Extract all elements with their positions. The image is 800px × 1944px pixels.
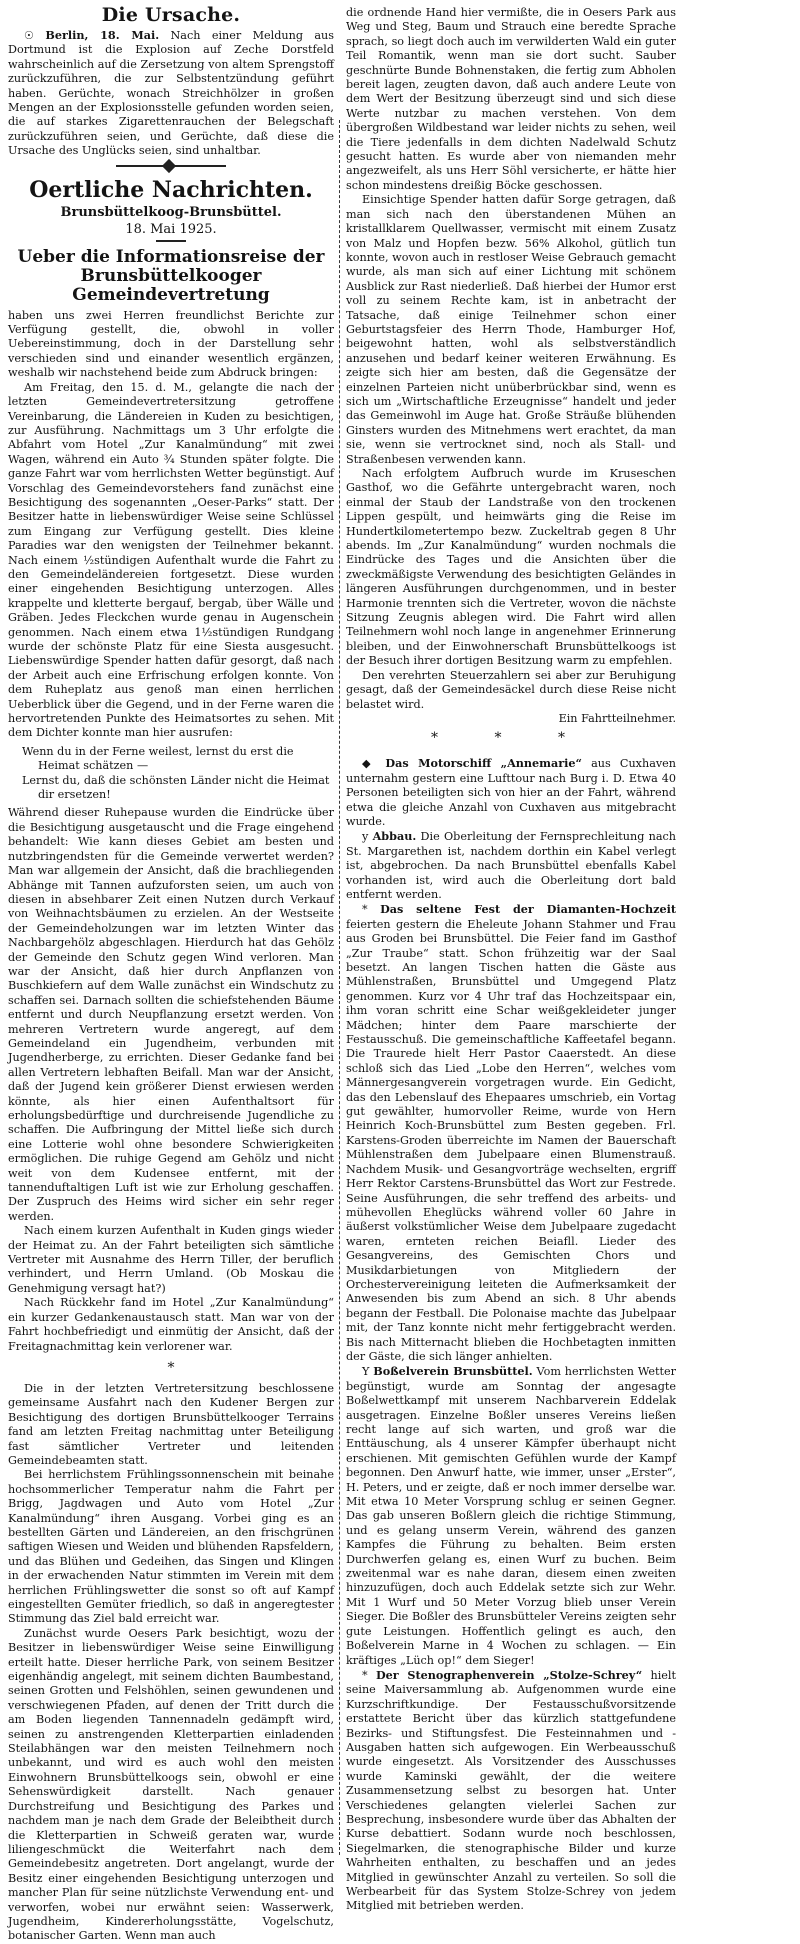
article-paragraph: Einsichtige Spender hatten dafür Sorge getragen, daß man sich nach den überstandenen Mühen an kristallklarem Quellwasser, vermischt mit einem Zusatz von Malz und Hopfen bezw. 56% Alkohol, gütlich tun konnte, wovon auch in restloser Weise Gebrauch gemacht wurde, als man sich auf einer Lichtung mit schönem Ausblick zur Rast niederließ. Daß hierbei der Humor erst voll zu seinem Rechte kam, ist in anbetracht der Tatsache, daß einige Teilnehmer schon einer Geburtstagsfeier des Herrn Thode, Hamburger Hof, beigewohnt hatten, wohl als selbstverständlich anzusehen und bedarf keiner weiteren Erwähnung. Es zeigte sich hier am besten, daß die Gegensätze der einzelnen Parteien nicht unüberbrückbar sind, wenn es sich um „Wirtschaftliche Erzeugnisse“ handelt und jeder das Gemeinwohl im Auge hat. Große Sträuße blühenden Ginsters wurden des Mitnehmens wert erachtet, da man sie, wenn sie vertrocknet sind, noch als Stall- und Straßenbesen verwenden kann. [346, 193, 677, 466]
section-separator: * * * [431, 730, 591, 747]
item-lead: Der Stenographenverein „Stolze-Schrey“ [375, 1667, 643, 1682]
article-paragraph: Die in der letzten Vertretersitzung beschlossene gemeinsame Ausfahrt nach den Kudener Bergen zur Besichtigung des dortigen Brunsbüttelkooger Terrains fand am letzten Freitag nachmittag unter Beteiligung fast sämtlicher Vertreter und leitenden Gemeindebeamten statt. [8, 1381, 334, 1467]
article-paragraph: Nach Rückkehr fand im Hotel „Zur Kanalmündung“ ein kurzer Gedankenaustausch statt. Man war von der Fahrt hochbefriedigt und einmütig der Ansicht, daß der Freitagnachmittag kein verlorener war. [8, 1296, 334, 1353]
item-marker-icon: * [362, 903, 368, 917]
cause-article [8, 4, 334, 159]
poem-line: Lernst du, daß die schönsten Länder nicht die Heimat dir ersetzen! [22, 773, 330, 802]
cause-text: Nach einer Meldung aus Dortmund ist die Explosion auf Zeche Dorstfeld wahrscheinlich auf die Zersetzung von altem Sprengstoff zurückzuführen, die zur Selbstentzündung geführt haben. Gerüchte, wonach Streichhölzer in großen Mengen an der Explosionsstelle gefunden worden seien, die auf starkes Zigarettenrauchen der Belegschaft zurückzuführen seien, und Gerüchte, daß diese die Ursache des Unglücks seien, sind unhaltbar. [8, 29, 334, 158]
item-text: Vom herrlichsten Wetter begünstigt, wurde am Sonntag der angesagte Boßelwettkampf mit unserem Nachbarverein Eddelak ausgetragen. Einzelne Boßler unseres Vereins ließen recht lange auf sich warten, und groß war die Enttäuschung, als 4 unserer Kämpfer überhaupt nicht erschienen. Mit gemischten Gefühlen wurde der Kampf begonnen. Den Anwurf hatte, wie immer, unser „Erster“, H. Peters, und er zeigte, daß er noch immer derselbe war. Mit etwa 10 Meter Vorsprung schlug er seinen Gegner. Das gab unseren Boßlern gleich die richtige Stimmung, und es gelang unserm Verein, während des ganzen Kampfes die Führung zu behalten. Beim ersten Durchwerfen gelang es, einen Wurf zu buchen. Beim zweitenmal war es nahe daran, diesem einen zweiten hinzuzufügen, doch auch Eddelak setzte sich zur Wehr. Mit 1 Wurf und 50 Meter Vorzug blieb unser Verein Sieger. Die Boßler des Brunsbütteler Vereins zeigten sehr gute Leistungen. Hoffentlich gelingt es auch, den Boßelverein Marne in 4 Wochen zu schlagen. — Ein kräftiges „Lüch op!“ dem Sieger! [346, 1365, 676, 1667]
poem-line: Wenn du in der Ferne weilest, lernst du erst die Heimat schätzen — [22, 744, 294, 773]
short-item [346, 829, 676, 902]
info-trip-headline [8, 248, 334, 305]
article-paragraph: Nach erfolgtem Aufbruch wurde im Kruseschen Gasthof, wo die Gefährte untergebracht waren, noch einmal der Staub der Landstraße von den trockenen Lippen gespült, und heimwärts ging die Reise im Hundertkilometertempo bezw. Zuckeltrab gegen 8 Uhr abends. Im „Zur Kanalmündung“ wurden nochmals die Eindrücke des Tages und die Ansichten über die zweckmäßigste Verwendung des besichtigten Geländes in längeren Ausführungen durchgenommen, und in bester Harmonie trennten sich die Vertreter, wovon die nächste Sitzung Zeugnis ablegen wird. Die Fahrt wird allen Teilnehmern wohl noch lange in angenehmer Erinnerung bleiben, und der Einwohnerschaft Brunsbüttelkoogs ist der Besuch ihrer dortigen Besitzung warm zu empfehlen. [346, 467, 676, 668]
date-rule [156, 240, 186, 242]
item-marker-icon: Y [362, 1365, 370, 1379]
headline-line-2: Brunsbüttelkooger Gemeindevertretung [72, 265, 270, 305]
item-marker-icon: ◆ [362, 757, 377, 771]
local-news-section [8, 177, 334, 242]
info-trip-article [8, 248, 334, 1944]
item-lead: Das seltene Fest der Diamanten-Hochzeit [380, 902, 676, 917]
headline-line-1: Ueber die Informationsreise der [17, 246, 325, 267]
short-item [346, 1668, 676, 1914]
section-place: Brunsbüttelkoog-Brunsbüttel. [60, 204, 282, 220]
left-column [8, 0, 334, 1944]
short-item [346, 756, 676, 829]
item-text: Die Oberleitung der Fernsprechleitung nach St. Margarethen ist, nachdem dorthin ein Kabel verlegt ist, abgebrochen. Da nach Brunsbüttel ebenfalls Kabel vorhanden ist, wird auch die Oberleitung dort bald entfernt werden. [346, 830, 676, 901]
article-paragraph: Bei herrlichstem Frühlingssonnenschein mit beinahe hochsommerlicher Temperatur nahm die Fahrt per Brigg, Jagdwagen und Auto vom Hotel „Zur Kanalmündung“ ihren Ausgang. Vorbei ging es an bestellten Gärten und Ländereien, an den frischgrünen saftigen Wiesen und Weiden und blühenden Rapsfeldern, und das Blühen und Gedeihen, das Singen und Klingen in der erwachenden Natur stimmten im Verein mit dem herrlichen Frühlingswetter die sonst so oft auf Kampf eingestellten Gemüter friedlich, so daß in angeregtester Stimmung das Ziel bald erreicht war. [8, 1468, 334, 1626]
section-separator: * [167, 1359, 175, 1376]
article-paragraph: die ordnende Hand hier vermißte, die in Oesers Park aus Weg und Steg, Baum und Strauch eine beredte Sprache sprach, so liegt doch auch im verwilderten Wald ein guter Teil Romantik, wenn man sie dort sucht. Sauber geschnürte Bunde Bohnenstaken, die fertig zum Abholen bereit lagen, zeugten davon, daß auch andere Leute von dem Wert der Besitzung überzeugt sind und sich diese Werte nutzbar zu machen verstehen. Von dem übergroßen Wildbestand war leider nichts zu sehen, weil die Tiere jedenfalls in dem dichten Nadelwald Schutz gesucht hatten. Es wurde aber von niemanden mehr angezweifelt, als uns Herr Söhl versicherte, er hätte hier schon mindestens dreißig Böcke geschossen. [346, 6, 676, 192]
cause-dateline: Berlin, 18. Mai. [45, 28, 160, 42]
article-paragraph: Am Freitag, den 15. d. M., gelangte die nach der letzten Gemeindevertretersitzung getroffene Vereinbarung, die Ländereien in Kuden zu besichtigen, zur Ausführung. Nachmittags um 3 Uhr erfolgte die Abfahrt vom Hotel „Zur Kanalmündung“ mit zwei Wagen, während ein Auto ¾ Stunden später folgte. Die ganze Fahrt war vom herrlichsten Wetter begünstigt. Auf Vorschlag des Gemeindevorstehers fand zunächst eine Besichtigung des sogenannten „Oeser-Parks“ statt. Der Besitzer hatte in liebenswürdiger Weise seine Schlüssel zum Eingang zur Verfügung gestellt. Dies kleine Paradies war den wenigsten der Teilnehmer bekannt. Nach einem ½stündigen Aufenthalt wurde die Fahrt zu den Gemeindeländereien fortgesetzt. Diese wurden einer eingehenden Besichtigung unterzogen. Alles krappelte und kletterte bergauf, bergab, über Wälle und Gräben. Jedes Fleckchen wurde genau in Augenschein genommen. Nach einem etwa 1½stündigen Rundgang wurde der schönste Platz für eine Siesta ausgesucht. Liebenswürdige Spender hatten dafür gesorgt, daß nach der Arbeit auch eine Erfrischung erfolgen konnte. Von dem Ruheplatz aus genoß man einen herrlichen Ueberblick über die Gegend, und in der Ferne waren die hervortretenden Punkte des Heimatsortes zu sehen. Mit dem Dichter konnte man hier ausrufen: [8, 380, 334, 740]
item-text: feierten gestern die Eheleute Johann Stahmer und Frau aus Groden bei Brunsbüttel. Die Feier fand im Gasthof „Zur Traube“ statt. Schon frühzeitig war der Saal besetzt. An langen Tischen hatten die Gäste aus Mühlenstraßen, Brunsbüttel und Umgegend Platz genommen. Kurz vor 4 Uhr traf das Hochzeitspaar ein, ihm voran schritt eine Schar weißgekleideter junger Mädchen; hinter dem Paare marschierte der Festausschuß. Die gemeinschaftliche Kaffeetafel begann. Die Traurede hielt Herr Pastor Caaerstedt. An diese schloß sich das Lied „Lobe den Herren“, welches vom Männergesangverein vorgetragen wurde. Ein Gedicht, das den Lebenslauf des Ehepaares umschrieb, ein Vortag gut gewählter, humorvoller Reime, wurde von Hern Heinrich Koch-Brunsbüttel zum Besten gegeben. Frl. Karstens-Groden überreichte im Namen der Bauerschaft Mühlenstraßen dem Jubelpaare einen Blumenstrauß. Nachdem Musik- und Gesangvorträge wechselten, ergriff Herr Rektor Carstens-Brunsbüttel das Wort zur Festrede. Seine Ausführungen, die sehr treffend des arbeits- und mühevollen Eheglücks während voller 60 Jahre in äußerst volkstümlicher Weise dem Jubelpaare zugedacht waren, ernteten reichen Beiafll. Lieder des Gesangvereins, des Gemischten Chors und Musikdarbietungen von Mitgliedern der Orchestervereinigung leiteten die Aufmerksamkeit der Anwesenden bis zum Abend an sich. 8 Uhr abends begann der Festball. Die Polonaise machte das Jubelpaar mit, der Tanz konnte nicht mehr fertiggebracht werden. Bis nach Mitternacht blieben die Hochbetagten inmitten der Gäste, die sich länger anhielten. [346, 917, 676, 1363]
article-paragraph: Nach einem kurzen Aufenthalt in Kuden gings wieder der Heimat zu. An der Fahrt beteiligten sich sämtliche Vertreter mit Ausnahme des Herrn Tiller, der beruflich verhindert, und Herrn Umland. (Ob Moskau die Genehmigung versagt hat?) [8, 1224, 334, 1295]
item-marker-icon: * [362, 1668, 368, 1682]
ornamental-divider [116, 165, 226, 167]
article-intro: haben uns zwei Herren freundlichst Berichte zur Verfügung gestellt, die, obwohl in voller Uebereinstimmung, doch in der Darstellung sehr verschieden sind und einander wesentlich ergänzen, weshalb wir nachstehend beide zum Abdruck bringen: [8, 308, 334, 380]
article-paragraph: Den verehrten Steuerzahlern sei aber zur Beruhigung gesagt, daß der Gemeindesäckel durch diese Reise nicht belastet wird. [346, 668, 676, 711]
item-marker-icon: y [362, 830, 369, 844]
item-lead: Das Motorschiff „Annemarie“ [385, 756, 582, 771]
item-lead: Boßelverein Brunsbüttel. [373, 1364, 533, 1379]
info-trip-continuation [346, 6, 676, 746]
cause-headline: Die Ursache. [101, 4, 241, 26]
section-title: Oertliche Nachrichten. [29, 176, 313, 203]
section-date: 18. Mai 1925. [125, 221, 217, 237]
short-item [346, 902, 676, 1364]
dateline-marker-icon: ☉ [24, 29, 46, 42]
short-item [346, 1364, 676, 1668]
author-signature: Ein Fahrtteilnehmer. [558, 711, 676, 725]
item-text: aus Cuxhaven unternahm gestern eine Lufttour nach Burg i. D. Etwa 40 Personen beteiligten sich von hier an der Fahrt, während etwa die gleiche Anzahl von Cuxhaven aus mitgebracht wurde. [346, 757, 677, 828]
item-lead: Abbau. [372, 829, 417, 844]
article-paragraph: Während dieser Ruhepause wurden die Eindrücke über die Besichtigung ausgetauscht und die Frage eingehend behandelt: Wie kann dieses Gebiet am besten und nutzbringendsten für die Gemeinde verwertet werden? Man war allgemein der Ansicht, daß die brachliegenden Abhänge mit Tannen aufzuforsten seien, um auch von diesen in absehbarer Zeit einen Nutzen durch Verkauf von Weihnachtsbäumen zu erzielen. An der Westseite der Gemeindeholzungen war im letzten Winter das Nachbargehölz abgeschlagen. Hierdurch hat das Gehölz der Gemeinde den Schutz gegen Wind verloren. Man war der Ansicht, daß hier durch Anpflanzen von Buschkiefern auf dem Walle zunächst ein Windschutz zu schaffen sei. Darnach sollten die schiefstehenden Bäume entfernt und durch Neupflanzung ersetzt werden. Von mehreren Vertretern wurde angeregt, auf dem Gemeindeland ein Jugendheim, verbunden mit Jugendherberge, zu errichten. Dieser Gedanke fand bei allen Vertretern lebhaften Beifall. Man war der Ansicht, daß der Jugend kein größerer Dienst erwiesen werden könnte, als hier einen Aufenthaltsort für erholungsbedürftige und durchreisende Jugendliche zu schaffen. Die Aufbringung der Mittel ließe sich durch eine Lotterie wohl ohne besondere Schwierigkeiten ermöglichen. Die ruhige Gegend am Gehölz und nicht weit von dem Kudensee entfernt, mit der tannenduftaltigen Luft ist wie zur Erholung geschaffen. Der Zuspruch des Heims wird sicher ein sehr reger werden. [8, 806, 334, 1223]
column-rule [339, 120, 341, 1855]
right-column [346, 6, 676, 1914]
poem-quote [22, 745, 334, 803]
article-paragraph: Zunächst wurde Oesers Park besichtigt, wozu der Besitzer in liebenswürdiger Weise seine Einwilligung erteilt hatte. Dieser herrliche Park, von seinem Besitzer eigenhändig angelegt, mit seinem dichten Baumbestand, seinen Grotten und Felshöhlen, seinen gewundenen und verschwiegenen Pfaden, auf denen der Tritt durch die am Boden liegenden Tannennadeln gedämpft wird, seinen zu anstrengenden Kletterpartien einladenden Steilabhängen war den meisten Teilnehmern noch unbekannt, und wird es auch wohl den meisten Einwohnern Brunsbüttelkoogs sein, obwohl er eine Sehenswürdigkeit darstellt. Nach genauer Durchstreifung und Besichtigung des Parkes und nachdem man je nach dem Grade der Beleibtheit durch die Kletterpartien in Schweiß geraten war, wurde liliengeschmückt die Weiterfahrt nach dem Gemeindebesitz angetreten. Dort angelangt, wurde der Besitz einer eingehenden Besichtigung unterzogen und mancher Plan für seine nützlichste Verwendung ent- und verworfen, wobei nur erwähnt seien: Wasserwerk, Jugendheim, Kindererholungsstätte, Vogelschutz, botanischer Garten. Wenn man auch [8, 1626, 334, 1943]
item-text: hielt seine Maiversammlung ab. Aufgenommen wurde eine Kurzschriftkundige. Der Festausschußvorsitzende erstattete Bericht über das kürzlich stattgefundene Bezirks- und Stiftungsfest. Die Festeinnahmen und -Ausgaben hatten sich aufgewogen. Ein Werbeausschuß wurde eingesetzt. Als Vorsitzender des Ausschusses wurde Kaminski gewählt, der die weitere Zusammensetzung selbst zu besorgen hat. Unter Verschiedenes gelangten vielerlei Sachen zur Besprechung, insbesondere wurde über das Abhalten der Kurse debattiert. Sodann wurde noch beschlossen, Siegelmarken, die stenographische Bilder und kurze Wahrheiten enthalten, zu beschaffen und an jedes Mitglied in gewünschter Anzahl zu verteilen. So soll die Werbearbeit für das System Stolze-Schrey von jedem Mitglied mit betrieben werden. [346, 1668, 676, 1913]
cause-body [8, 28, 334, 159]
